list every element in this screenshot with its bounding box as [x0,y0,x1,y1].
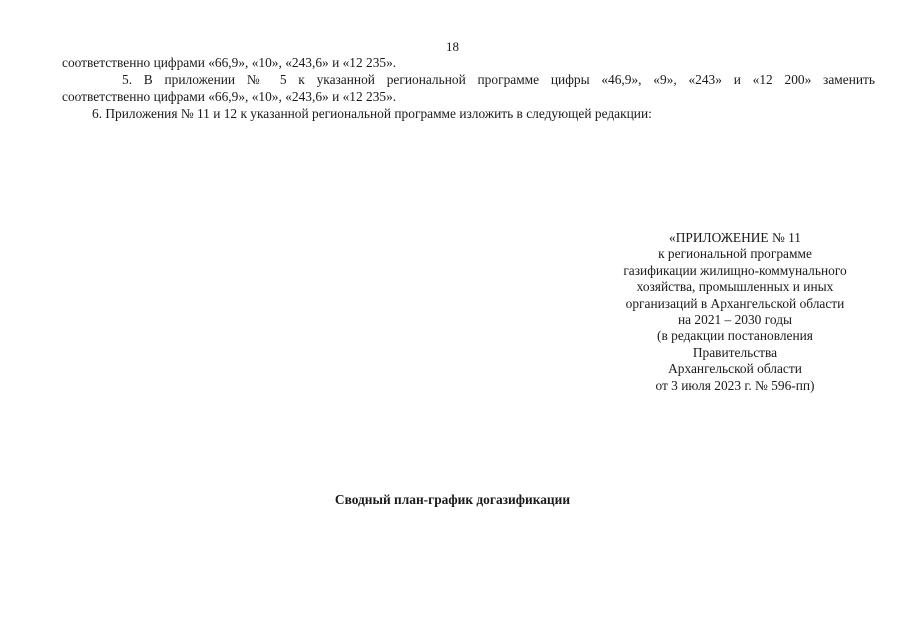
paragraph-5-line-2: соответственно цифрами «66,9», «10», «243,6» и «12 235». [62,89,397,104]
appendix-line: от 3 июля 2023 г. № 596-пп) [655,377,815,393]
appendix-line: газификации жилищно-коммунального [623,262,847,278]
appendix-line: к региональной программе [658,246,812,262]
paragraph-4-tail: соответственно цифрами «66,9», «10», «243,6» и «12 235». [62,55,397,70]
paragraph-6: 6. Приложения № 11 и 12 к указанной региональной программе изложить в следующей редакции: [92,106,652,121]
appendix-line: Архангельской области [668,361,802,377]
page-number: 18 [446,39,459,54]
section-title: Сводный план-график догазификации [334,492,571,507]
appendix-line: (в редакции постановления [657,328,813,344]
appendix-header [604,230,866,394]
appendix-line: Правительства [692,344,778,360]
appendix-line: организаций в Архангельской области [625,295,845,311]
appendix-line: на 2021 – 2030 годы [677,312,793,328]
appendix-line: «ПРИЛОЖЕНИЕ № 11 [669,230,801,245]
paragraph-5-line-1: 5. В приложении № 5 к указанной региональной программе цифры «46,9», «9», «243» и «12 200» заменить [122,72,875,87]
appendix-line: хозяйства, промышленных и иных [636,279,834,295]
